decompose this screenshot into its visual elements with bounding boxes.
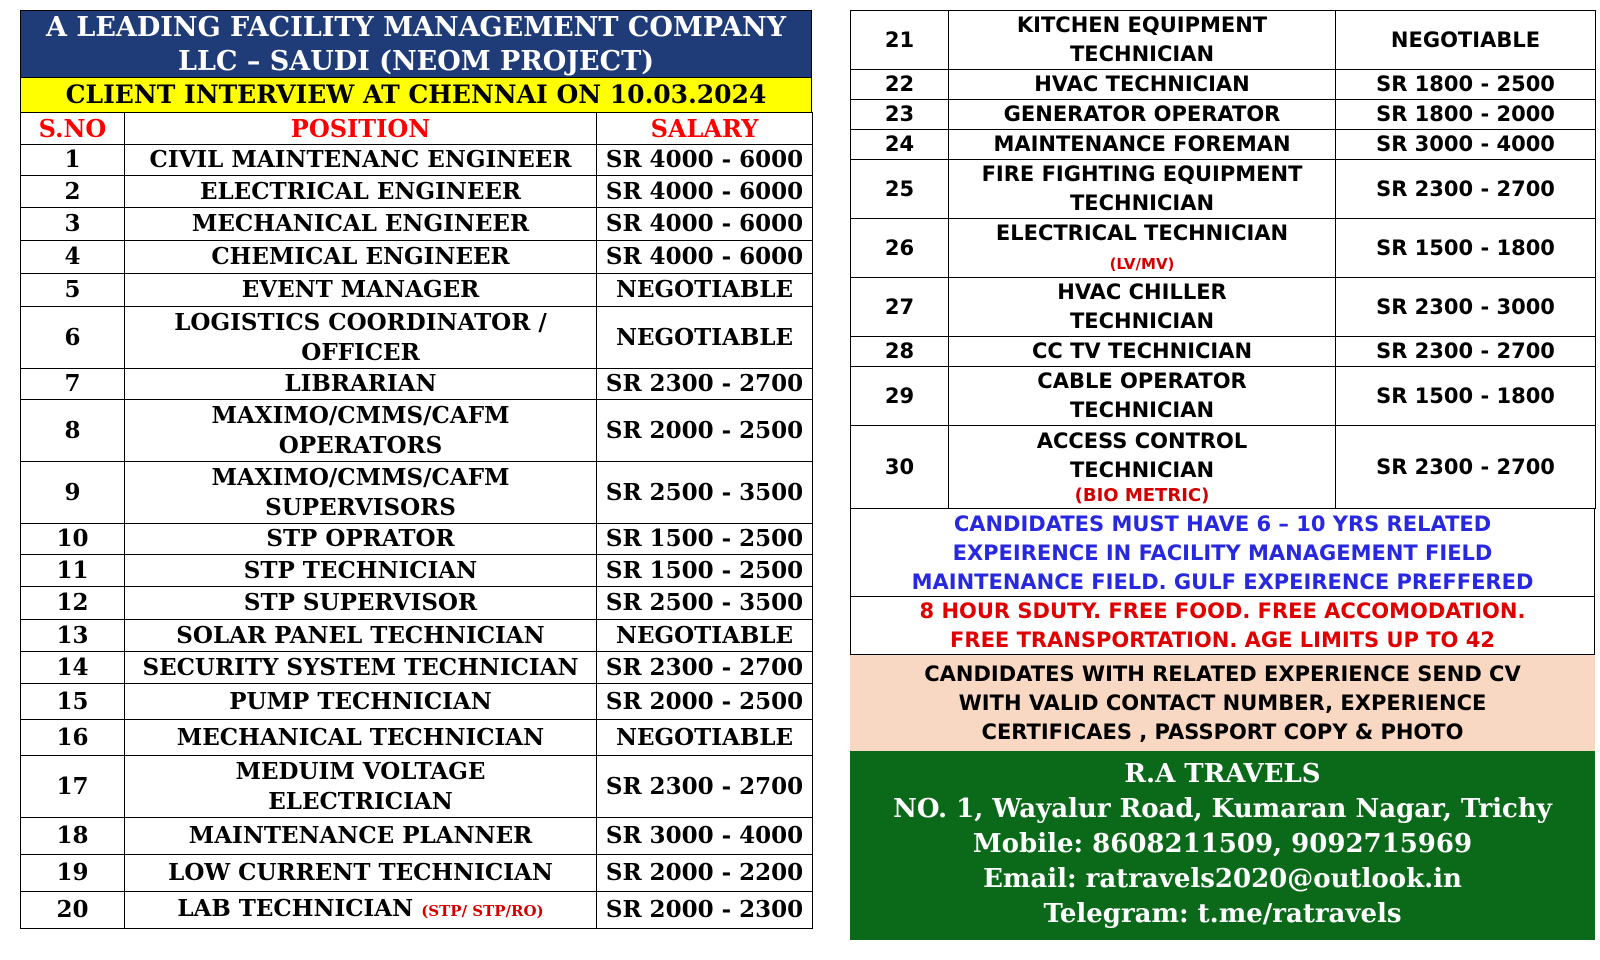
position-title: GENERATOR OPERATOR <box>1003 102 1281 126</box>
row-number: 30 <box>851 426 949 509</box>
right-panel <box>850 10 1595 940</box>
salary-cell: SR 4000 - 6000 <box>597 241 813 274</box>
position-title: HVAC TECHNICIAN <box>1034 72 1250 96</box>
row-number: 6 <box>21 307 125 369</box>
table-row <box>21 176 813 208</box>
row-number: 23 <box>851 100 949 130</box>
table-row <box>851 426 1596 509</box>
table-row <box>21 587 813 620</box>
position-title: LAB TECHNICIAN <box>177 895 414 922</box>
salary-cell: SR 4000 - 6000 <box>597 208 813 241</box>
row-number: 27 <box>851 278 949 337</box>
table-row <box>851 70 1596 100</box>
salary-cell: SR 2300 - 2700 <box>1336 337 1596 367</box>
contact-box <box>850 751 1595 940</box>
agency-name: R.A TRAVELS <box>1124 759 1321 789</box>
row-number: 28 <box>851 337 949 367</box>
salary-cell: SR 3000 - 4000 <box>1336 130 1596 160</box>
position-cell <box>949 160 1336 219</box>
table-row <box>21 818 813 855</box>
position-cell <box>125 400 597 462</box>
position-cell <box>125 524 597 555</box>
salary-cell: SR 1500 - 1800 <box>1336 367 1596 426</box>
table-row <box>21 892 813 929</box>
position-title-continued: OFFICER <box>301 338 420 366</box>
position-cell <box>125 307 597 369</box>
table-row <box>21 620 813 652</box>
position-title: LIBRARIAN <box>284 370 437 397</box>
row-number: 8 <box>21 400 125 462</box>
apply-line-2: WITH VALID CONTACT NUMBER, EXPERIENCE <box>958 691 1487 715</box>
table-row <box>21 524 813 555</box>
position-cell <box>125 892 597 929</box>
position-cell <box>125 369 597 400</box>
salary-cell: SR 3000 - 4000 <box>597 818 813 855</box>
position-note: (STP/ STP/RO) <box>421 902 544 920</box>
row-number: 18 <box>21 818 125 855</box>
row-number: 25 <box>851 160 949 219</box>
position-cell <box>949 130 1336 160</box>
left-panel <box>20 10 812 929</box>
position-title: MAXIMO/CMMS/CAFM <box>211 401 510 429</box>
position-title-continued: TECHNICIAN <box>1069 458 1215 482</box>
salary-cell: SR 4000 - 6000 <box>597 145 813 176</box>
position-title: PUMP TECHNICIAN <box>229 687 492 715</box>
position-title: MAXIMO/CMMS/CAFM <box>211 463 510 491</box>
table-row <box>851 278 1596 337</box>
position-title-continued: OPERATORS <box>278 431 443 459</box>
position-cell <box>125 684 597 720</box>
position-title-continued: ELECTRICIAN <box>268 787 453 815</box>
salary-cell: SR 1500 - 2500 <box>597 555 813 587</box>
row-number: 16 <box>21 720 125 756</box>
position-title: CC TV TECHNICIAN <box>1031 339 1253 363</box>
row-number: 4 <box>21 241 125 274</box>
salary-cell: SR 2500 - 3500 <box>597 462 813 524</box>
salary-cell: SR 1800 - 2500 <box>1336 70 1596 100</box>
row-number: 13 <box>21 620 125 652</box>
table-row <box>21 720 813 756</box>
apply-instructions <box>850 655 1595 751</box>
table-header-row <box>21 113 813 145</box>
position-title: EVENT MANAGER <box>241 276 480 303</box>
table-row <box>21 855 813 892</box>
salary-cell: SR 2000 - 2500 <box>597 400 813 462</box>
interview-banner: CLIENT INTERVIEW AT CHENNAI ON 10.03.2024 <box>20 78 812 112</box>
agency-telegram: Telegram: t.me/ratravels <box>1043 899 1402 929</box>
apply-line-1: CANDIDATES WITH RELATED EXPERIENCE SEND CV <box>924 662 1521 686</box>
position-title: STP OPRATOR <box>266 525 455 552</box>
position-title: LOGISTICS COORDINATOR / <box>174 308 547 336</box>
position-cell <box>125 720 597 756</box>
salary-cell: SR 2500 - 3500 <box>597 587 813 620</box>
table-row <box>21 684 813 720</box>
agency-mobile: Mobile: 8608211509, 9092715969 <box>972 829 1473 859</box>
agency-address: NO. 1, Wayalur Road, Kumaran Nagar, Trichy <box>893 794 1552 824</box>
requirements-line-1: CANDIDATES MUST HAVE 6 – 10 YRS RELATED <box>953 512 1492 536</box>
salary-cell: NEGOTIABLE <box>597 274 813 307</box>
table-row <box>21 369 813 400</box>
table-row <box>21 756 813 818</box>
table-row <box>21 208 813 241</box>
position-title: CIVIL MAINTENANC ENGINEER <box>149 146 572 173</box>
row-number: 26 <box>851 219 949 278</box>
position-title-continued: TECHNICIAN <box>1069 309 1215 333</box>
position-cell <box>949 11 1336 70</box>
position-title-continued: SUPERVISORS <box>265 493 456 521</box>
position-cell <box>125 555 597 587</box>
position-cell <box>125 652 597 684</box>
position-cell <box>949 100 1336 130</box>
table-row <box>21 652 813 684</box>
title-line-1: A LEADING FACILITY MANAGEMENT COMPANY <box>46 12 786 43</box>
row-number: 21 <box>851 11 949 70</box>
salary-cell: SR 1500 - 2500 <box>597 524 813 555</box>
position-cell <box>125 145 597 176</box>
position-title: ACCESS CONTROL <box>1036 429 1248 453</box>
table-row <box>851 11 1596 70</box>
position-title: LOW CURRENT TECHNICIAN <box>168 859 553 886</box>
position-title: SECURITY SYSTEM TECHNICIAN <box>142 653 579 681</box>
table-row <box>851 100 1596 130</box>
row-number: 22 <box>851 70 949 100</box>
requirements-line-3: MAINTENANCE FIELD. GULF EXPEIRENCE PREFFERED <box>911 570 1534 594</box>
salary-cell: SR 2300 - 2700 <box>597 756 813 818</box>
requirements-line-2: EXPEIRENCE IN FACILITY MANAGEMENT FIELD <box>952 541 1493 565</box>
position-cell <box>125 462 597 524</box>
position-title: MAINTENANCE FOREMAN <box>993 132 1291 156</box>
row-number: 3 <box>21 208 125 241</box>
salary-cell: SR 1800 - 2000 <box>1336 100 1596 130</box>
row-number: 12 <box>21 587 125 620</box>
position-title: MAINTENANCE PLANNER <box>188 822 533 849</box>
benefits-note <box>850 597 1595 655</box>
table-row <box>851 219 1596 278</box>
position-cell <box>949 367 1336 426</box>
table-row <box>21 241 813 274</box>
position-cell <box>125 855 597 892</box>
position-title-continued: TECHNICIAN <box>1069 191 1215 215</box>
table-row <box>21 145 813 176</box>
table-row <box>21 400 813 462</box>
row-number: 14 <box>21 652 125 684</box>
salary-cell: SR 2000 - 2300 <box>597 892 813 929</box>
row-number: 15 <box>21 684 125 720</box>
position-title: MECHANICAL ENGINEER <box>191 210 530 237</box>
position-title: STP TECHNICIAN <box>243 556 478 584</box>
apply-line-3: CERTIFICAES , PASSPORT COPY & PHOTO <box>981 720 1464 744</box>
salary-cell: SR 2300 - 2700 <box>597 652 813 684</box>
position-cell <box>125 620 597 652</box>
row-number: 29 <box>851 367 949 426</box>
positions-table-left <box>20 112 813 929</box>
position-title: ELECTRICAL ENGINEER <box>199 177 521 205</box>
position-cell <box>949 219 1336 278</box>
salary-cell: SR 2300 - 2700 <box>597 369 813 400</box>
position-cell <box>125 756 597 818</box>
row-number: 19 <box>21 855 125 892</box>
salary-cell: NEGOTIABLE <box>597 620 813 652</box>
table-row <box>21 307 813 369</box>
position-note: (BIO METRIC) <box>1074 485 1210 506</box>
header-salary: SALARY <box>597 113 813 145</box>
position-cell <box>125 241 597 274</box>
row-number: 1 <box>21 145 125 176</box>
position-title: SOLAR PANEL TECHNICIAN <box>176 621 545 649</box>
row-number: 10 <box>21 524 125 555</box>
position-cell <box>949 70 1336 100</box>
position-cell <box>125 208 597 241</box>
position-title: MEDUIM VOLTAGE <box>235 757 486 785</box>
position-cell <box>949 337 1336 367</box>
position-title: ELECTRICAL TECHNICIAN <box>995 221 1289 245</box>
row-number: 7 <box>21 369 125 400</box>
requirements-note <box>850 509 1595 597</box>
position-cell <box>949 278 1336 337</box>
benefits-line-1: 8 HOUR SDUTY. FREE FOOD. FREE ACCOMODATION. <box>919 599 1526 623</box>
salary-cell: SR 2000 - 2200 <box>597 855 813 892</box>
position-title: HVAC CHILLER <box>1057 280 1227 304</box>
row-number: 17 <box>21 756 125 818</box>
header-position: POSITION <box>125 113 597 145</box>
salary-cell: SR 2000 - 2500 <box>597 684 813 720</box>
benefits-line-2: FREE TRANSPORTATION. AGE LIMITS UP TO 42 <box>950 628 1495 652</box>
row-number: 9 <box>21 462 125 524</box>
position-title: STP SUPERVISOR <box>243 589 478 616</box>
table-row <box>851 367 1596 426</box>
salary-cell: SR 2300 - 2700 <box>1336 160 1596 219</box>
position-title: FIRE FIGHTING EQUIPMENT <box>981 162 1303 186</box>
row-number: 2 <box>21 176 125 208</box>
table-row <box>21 462 813 524</box>
table-row <box>21 555 813 587</box>
position-cell <box>125 176 597 208</box>
page-title <box>20 10 812 78</box>
row-number: 11 <box>21 555 125 587</box>
position-cell <box>125 274 597 307</box>
salary-cell: SR 2300 - 2700 <box>1336 426 1596 509</box>
position-note: (LV/MV) <box>1109 255 1175 273</box>
row-number: 20 <box>21 892 125 929</box>
table-row <box>851 337 1596 367</box>
position-cell <box>125 818 597 855</box>
salary-cell: NEGOTIABLE <box>597 720 813 756</box>
salary-cell: NEGOTIABLE <box>1336 11 1596 70</box>
salary-cell: SR 1500 - 1800 <box>1336 219 1596 278</box>
agency-email: Email: ratravels2020@outlook.in <box>983 864 1462 894</box>
table-row <box>851 130 1596 160</box>
position-title-continued: TECHNICIAN <box>1069 398 1215 422</box>
position-title-continued: TECHNICIAN <box>1069 42 1215 66</box>
title-line-2: LLC – SAUDI (NEOM PROJECT) <box>177 46 654 77</box>
position-cell <box>949 426 1336 509</box>
position-cell <box>125 587 597 620</box>
position-title: KITCHEN EQUIPMENT <box>1016 13 1268 37</box>
position-title: MECHANICAL TECHNICIAN <box>176 723 545 751</box>
positions-table-right <box>850 10 1596 509</box>
table-row <box>851 160 1596 219</box>
position-title: CABLE OPERATOR <box>1037 369 1247 393</box>
salary-cell: SR 2300 - 3000 <box>1336 278 1596 337</box>
row-number: 24 <box>851 130 949 160</box>
salary-cell: NEGOTIABLE <box>597 307 813 369</box>
header-sno: S.NO <box>21 113 125 145</box>
salary-cell: SR 4000 - 6000 <box>597 176 813 208</box>
table-row <box>21 274 813 307</box>
row-number: 5 <box>21 274 125 307</box>
position-title: CHEMICAL ENGINEER <box>211 243 510 270</box>
